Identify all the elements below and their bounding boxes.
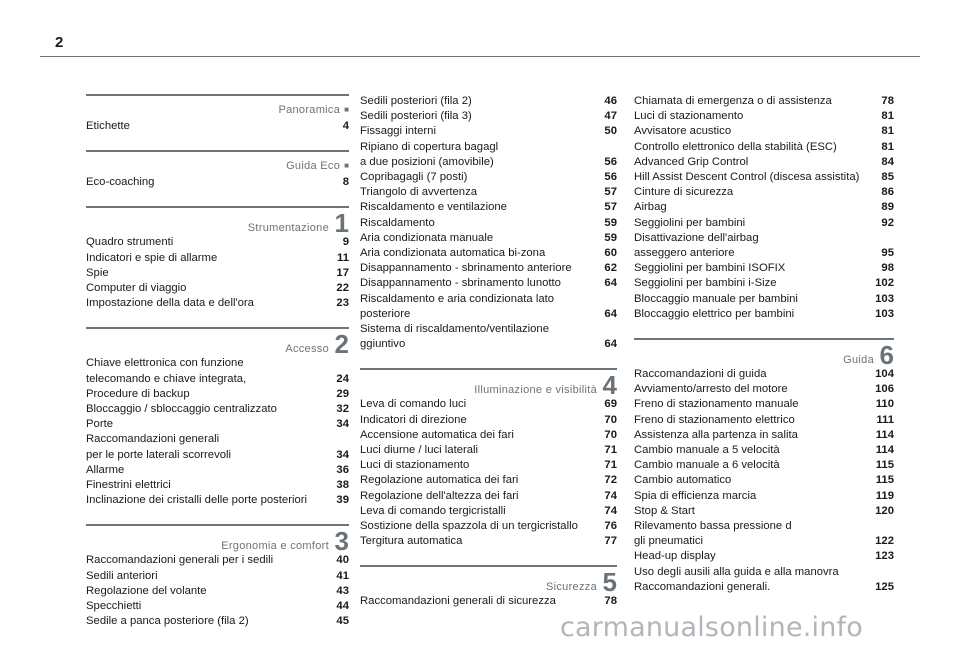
toc-section bbox=[360, 94, 617, 352]
toc-entry[interactable] bbox=[360, 124, 617, 139]
entry-title: Disappannamento - sbrinamento anteriore bbox=[360, 262, 572, 275]
entry-title: Sedili posteriori (fila 2) bbox=[360, 95, 472, 107]
entry-title: Bloccaggio manuale per bambini bbox=[634, 292, 798, 305]
entry-page-number: 29 bbox=[336, 387, 349, 400]
entry-page-number: 69 bbox=[604, 398, 617, 411]
entry-title: Ripiano di copertura bagagl a due posizioni (amovibile) bbox=[360, 140, 499, 168]
entry-title: Hill Assist Descent Control (discesa assistita) bbox=[634, 171, 860, 184]
entry-page-number: 114 bbox=[875, 428, 894, 441]
entry-title: Seggiolini per bambini bbox=[634, 216, 746, 229]
entry-page-number: 98 bbox=[881, 262, 894, 275]
entry-page-number: 106 bbox=[875, 383, 894, 396]
entry-title: Rilevamento bassa pressione d gli pneumatici bbox=[634, 520, 792, 548]
entry-title: Riscaldamento e aria condizionata lato posteriore bbox=[360, 292, 555, 320]
toc-section-guida bbox=[634, 338, 894, 595]
toc-entry[interactable] bbox=[634, 549, 894, 564]
toc-entry[interactable] bbox=[634, 170, 894, 185]
toc-entry[interactable] bbox=[634, 489, 894, 504]
entry-page-number: 76 bbox=[604, 520, 617, 533]
entry-title: Accensione automatica dei fari bbox=[360, 428, 514, 441]
toc-entry[interactable] bbox=[86, 614, 349, 629]
entry-page-number: 44 bbox=[336, 600, 349, 613]
entry-title: Riscaldamento e ventilazione bbox=[360, 201, 507, 214]
entry-title: Leva di comando tergicristalli bbox=[360, 504, 506, 517]
section-number: 3 bbox=[334, 526, 349, 557]
entry-title: Spie bbox=[86, 266, 109, 279]
section-title: Accesso bbox=[285, 343, 329, 356]
entry-title: Indicatori di direzione bbox=[360, 413, 467, 426]
section-title: Illuminazione e visibilità bbox=[474, 384, 597, 397]
entry-page-number: 86 bbox=[881, 186, 894, 199]
toc-entry[interactable] bbox=[634, 443, 894, 458]
entry-title: Riscaldamento bbox=[360, 216, 435, 229]
entry-page-number: 119 bbox=[875, 489, 894, 502]
entry-title: Luci diurne / luci laterali bbox=[360, 444, 479, 457]
toc-entry[interactable] bbox=[360, 109, 617, 124]
entry-title: Triangolo di avvertenza bbox=[360, 186, 478, 199]
entry-page-number: 11 bbox=[337, 251, 349, 264]
toc-section-accesso bbox=[86, 327, 349, 508]
toc-entry[interactable] bbox=[86, 251, 349, 266]
entry-title: Avviamento/arresto del motore bbox=[634, 383, 788, 396]
entry-title: Luci di stazionamento bbox=[360, 459, 470, 472]
entry-page-number: 103 bbox=[875, 292, 894, 305]
toc-entry[interactable] bbox=[86, 296, 349, 311]
toc-entry[interactable] bbox=[634, 397, 894, 412]
entry-title: Cambio automatico bbox=[634, 474, 732, 487]
section-header bbox=[360, 565, 617, 598]
entry-page-number: 115 bbox=[875, 474, 894, 487]
entry-title: Chiamata di emergenza o di assistenza bbox=[634, 95, 832, 107]
entry-page-number: 81 bbox=[881, 140, 894, 153]
entry-page-number: 56 bbox=[604, 155, 617, 168]
toc-column-2 bbox=[360, 94, 617, 610]
toc-entry[interactable] bbox=[360, 534, 617, 549]
entry-title: Seggiolini per bambini ISOFIX bbox=[634, 262, 786, 275]
toc-entry[interactable] bbox=[360, 246, 617, 261]
entry-title: Uso degli ausili alla guida e alla manovra Raccomandazioni generali. bbox=[634, 565, 839, 593]
entry-page-number: 84 bbox=[881, 155, 894, 168]
entry-title: Allarme bbox=[86, 463, 125, 476]
entry-page-number: 110 bbox=[875, 398, 894, 411]
section-number: 4 bbox=[602, 370, 617, 401]
toc-entry[interactable] bbox=[634, 504, 894, 519]
toc-entry[interactable] bbox=[634, 276, 894, 291]
entry-title: Avvisatore acustico bbox=[634, 125, 732, 138]
toc-entry[interactable] bbox=[634, 200, 894, 215]
entry-page-number: 103 bbox=[875, 307, 894, 320]
toc-entry[interactable] bbox=[86, 235, 349, 250]
entry-page-number: 72 bbox=[604, 474, 617, 487]
entry-page-number: 114 bbox=[875, 444, 894, 457]
entry-title: Freno di stazionamento elettrico bbox=[634, 413, 795, 426]
entry-title: Bloccaggio / sbloccaggio centralizzato bbox=[86, 403, 277, 416]
entry-page-number: 43 bbox=[336, 584, 349, 597]
entry-page-number: 92 bbox=[881, 216, 894, 229]
section-number: 1 bbox=[334, 208, 349, 239]
toc-entry[interactable] bbox=[360, 322, 617, 352]
entry-page-number: 38 bbox=[336, 479, 349, 492]
section-header bbox=[86, 150, 349, 174]
toc-entry[interactable] bbox=[86, 417, 349, 432]
entry-title: Spia di efficienza marcia bbox=[634, 489, 757, 502]
entry-title: Cambio manuale a 6 velocità bbox=[634, 459, 780, 472]
toc-entry[interactable] bbox=[634, 124, 894, 139]
toc-section-ergonomia-e-comfort bbox=[86, 524, 349, 629]
entry-page-number: 95 bbox=[881, 247, 894, 260]
entry-page-number: 47 bbox=[604, 110, 617, 123]
entry-title: Porte bbox=[86, 418, 114, 431]
entry-page-number: 34 bbox=[336, 448, 349, 461]
entry-page-number: 32 bbox=[336, 403, 349, 416]
toc-entry[interactable] bbox=[86, 402, 349, 417]
section-title: Ergonomia e comfort bbox=[221, 540, 329, 553]
entry-title: Seggiolini per bambini i-Size bbox=[634, 277, 777, 290]
entry-page-number: 9 bbox=[342, 236, 349, 249]
toc-entry[interactable] bbox=[86, 599, 349, 614]
toc-entry[interactable] bbox=[86, 463, 349, 478]
toc-entry[interactable] bbox=[634, 307, 894, 322]
entry-title: Disattivazione dell'airbag asseggero anteriore bbox=[634, 231, 759, 260]
toc-entry[interactable] bbox=[86, 119, 349, 134]
entry-page-number: 64 bbox=[604, 277, 617, 290]
toc-entry[interactable] bbox=[86, 387, 349, 402]
toc-entry[interactable] bbox=[360, 94, 617, 109]
entry-title: Impostazione della data e dell'ora bbox=[86, 297, 254, 310]
entry-title: Sistema di riscaldamento/ventilazione ggiuntivo bbox=[360, 323, 550, 351]
entry-page-number: 77 bbox=[604, 535, 617, 548]
entry-page-number: 45 bbox=[336, 615, 349, 628]
entry-title: Regolazione automatica dei fari bbox=[360, 474, 519, 487]
toc-entry[interactable] bbox=[86, 493, 349, 508]
toc-entry[interactable] bbox=[360, 170, 617, 185]
toc-entry[interactable] bbox=[634, 155, 894, 170]
entry-title: Regolazione del volante bbox=[86, 584, 207, 597]
toc-section bbox=[634, 94, 894, 322]
section-number: 5 bbox=[602, 567, 617, 598]
toc-section-illuminazione-e-visibilita bbox=[360, 368, 617, 549]
toc-entry[interactable] bbox=[360, 428, 617, 443]
entry-title: Cambio manuale a 5 velocità bbox=[634, 444, 780, 457]
entry-page-number: 57 bbox=[604, 186, 617, 199]
entry-page-number: 40 bbox=[336, 554, 349, 567]
toc-entry[interactable] bbox=[634, 367, 894, 382]
toc-entry[interactable] bbox=[360, 504, 617, 519]
entry-page-number: 74 bbox=[604, 489, 617, 502]
entry-page-number: 78 bbox=[604, 595, 617, 608]
entry-title: Eco-coaching bbox=[86, 176, 155, 189]
toc-entry[interactable] bbox=[634, 261, 894, 276]
entry-title: Raccomandazioni generali per le porte laterali scorrevoli bbox=[86, 433, 232, 461]
page-number: 2 bbox=[55, 34, 64, 51]
entry-title: Sedile a panca posteriore (fila 2) bbox=[86, 615, 249, 628]
entry-page-number: 125 bbox=[875, 580, 894, 593]
entry-page-number: 57 bbox=[604, 201, 617, 214]
toc-section-sicurezza bbox=[360, 565, 617, 609]
entry-page-number: 74 bbox=[604, 504, 617, 517]
toc-entry[interactable] bbox=[360, 397, 617, 412]
entry-title: Chiave elettronica con funzione telecomando e chiave integrata, bbox=[86, 357, 247, 385]
entry-page-number: 59 bbox=[604, 216, 617, 229]
toc-entry[interactable] bbox=[634, 216, 894, 231]
entry-title: Aria condizionata automatica bi-zona bbox=[360, 247, 546, 260]
entry-title: Luci di stazionamento bbox=[634, 110, 744, 123]
entry-title: Assistenza alla partenza in salita bbox=[634, 428, 798, 441]
entry-title: Airbag bbox=[634, 201, 667, 214]
section-title: Strumentazione bbox=[247, 222, 329, 235]
section-header bbox=[634, 338, 894, 371]
header-rule bbox=[40, 56, 920, 57]
toc-entry[interactable] bbox=[86, 356, 349, 386]
entry-title: Controllo elettronico della stabilità (ESC) bbox=[634, 140, 837, 153]
entry-title: Tergitura automatica bbox=[360, 535, 463, 548]
entry-title: Inclinazione dei cristalli delle porte posteriori bbox=[86, 494, 308, 507]
entry-page-number: 17 bbox=[336, 266, 349, 279]
entry-title: Freno di stazionamento manuale bbox=[634, 398, 799, 411]
entry-page-number: 104 bbox=[875, 368, 894, 381]
toc-entry[interactable] bbox=[634, 231, 894, 261]
toc-entry[interactable] bbox=[634, 140, 894, 155]
entry-page-number: 85 bbox=[881, 171, 894, 184]
entry-title: Computer di viaggio bbox=[86, 282, 187, 295]
section-header bbox=[86, 94, 349, 118]
toc-entry[interactable] bbox=[634, 565, 894, 595]
entry-page-number: 120 bbox=[875, 504, 894, 517]
entry-page-number: 56 bbox=[604, 171, 617, 184]
entry-page-number: 122 bbox=[875, 535, 894, 548]
entry-page-number: 89 bbox=[881, 201, 894, 214]
entry-title: Head-up display bbox=[634, 550, 716, 563]
toc-entry[interactable] bbox=[634, 458, 894, 473]
toc-entry[interactable] bbox=[86, 175, 349, 190]
entry-title: Indicatori e spie di allarme bbox=[86, 251, 218, 264]
section-square-icon: ■ bbox=[344, 105, 349, 114]
section-number: 2 bbox=[334, 329, 349, 360]
entry-page-number: 62 bbox=[604, 262, 617, 275]
toc-entry[interactable] bbox=[634, 185, 894, 200]
entry-title: Specchietti bbox=[86, 600, 142, 613]
entry-title: Advanced Grip Control bbox=[634, 155, 749, 168]
entry-page-number: 22 bbox=[336, 282, 349, 295]
toc-entry[interactable] bbox=[634, 519, 894, 549]
entry-page-number: 123 bbox=[875, 550, 894, 563]
entry-title: Procedure di backup bbox=[86, 387, 190, 400]
entry-page-number: 115 bbox=[875, 459, 894, 472]
entry-page-number: 64 bbox=[604, 307, 617, 320]
toc-entry[interactable] bbox=[360, 261, 617, 276]
toc-column-3 bbox=[634, 94, 894, 595]
entry-page-number: 23 bbox=[336, 297, 349, 310]
toc-entry[interactable] bbox=[634, 382, 894, 397]
entry-page-number: 41 bbox=[336, 569, 349, 582]
toc-column-1 bbox=[86, 94, 349, 629]
section-title: Panoramica bbox=[278, 104, 341, 116]
entry-page-number: 64 bbox=[604, 338, 617, 351]
entry-title: Copribagagli (7 posti) bbox=[360, 171, 468, 184]
toc-entry[interactable] bbox=[86, 584, 349, 599]
entry-page-number: 71 bbox=[604, 444, 617, 457]
toc-section-strumentazione bbox=[86, 206, 349, 311]
entry-page-number: 60 bbox=[604, 247, 617, 260]
entry-title: Sedili anteriori bbox=[86, 569, 158, 582]
toc-section-panoramica bbox=[86, 94, 349, 134]
entry-page-number: 4 bbox=[342, 120, 349, 132]
entry-page-number: 81 bbox=[881, 110, 894, 123]
toc-entry[interactable] bbox=[86, 569, 349, 584]
entry-title: Disappannamento - sbrinamento lunotto bbox=[360, 277, 561, 290]
entry-title: Quadro strumenti bbox=[86, 236, 174, 249]
entry-title: Raccomandazioni generali per i sedili bbox=[86, 554, 274, 567]
entry-page-number: 71 bbox=[604, 459, 617, 472]
section-number: 6 bbox=[879, 340, 894, 371]
toc-entry[interactable] bbox=[634, 428, 894, 443]
entry-title: Sostizione della spazzola di un tergicristallo bbox=[360, 520, 578, 533]
toc-entry[interactable] bbox=[360, 216, 617, 231]
entry-title: Stop & Start bbox=[634, 504, 695, 517]
toc-entry[interactable] bbox=[634, 94, 894, 109]
entry-title: Bloccaggio elettrico per bambini bbox=[634, 307, 795, 320]
entry-title: Finestrini elettrici bbox=[86, 479, 171, 492]
section-header bbox=[86, 524, 349, 557]
entry-page-number: 24 bbox=[336, 372, 349, 385]
entry-page-number: 59 bbox=[604, 231, 617, 244]
toc-entry[interactable] bbox=[360, 443, 617, 458]
entry-page-number: 78 bbox=[881, 95, 894, 107]
entry-title: Raccomandazioni generali di sicurezza bbox=[360, 595, 556, 608]
entry-title: Leva di comando luci bbox=[360, 398, 467, 411]
entry-page-number: 70 bbox=[604, 428, 617, 441]
entry-page-number: 36 bbox=[336, 463, 349, 476]
toc-entry[interactable] bbox=[360, 594, 617, 609]
entry-page-number: 46 bbox=[604, 95, 617, 107]
toc-entry[interactable] bbox=[360, 140, 617, 170]
toc-entry[interactable] bbox=[360, 200, 617, 215]
toc-entry[interactable] bbox=[86, 281, 349, 296]
entry-page-number: 39 bbox=[336, 494, 349, 507]
entry-title: Raccomandazioni di guida bbox=[634, 368, 767, 381]
section-header bbox=[86, 206, 349, 239]
section-title: Guida bbox=[843, 354, 874, 367]
toc-entry[interactable] bbox=[360, 231, 617, 246]
entry-page-number: 8 bbox=[342, 176, 349, 189]
toc-entry[interactable] bbox=[634, 473, 894, 488]
section-header bbox=[86, 327, 349, 360]
entry-title: Regolazione dell'altezza dei fari bbox=[360, 489, 519, 502]
entry-title: Etichette bbox=[86, 120, 130, 132]
entry-title: Sedili posteriori (fila 3) bbox=[360, 110, 472, 123]
toc-entry[interactable] bbox=[86, 478, 349, 493]
watermark: carmanualsonline.info bbox=[560, 612, 863, 643]
section-title: Guida Eco bbox=[286, 160, 341, 173]
section-header bbox=[360, 368, 617, 401]
entry-page-number: 34 bbox=[336, 418, 349, 431]
entry-page-number: 81 bbox=[881, 125, 894, 138]
toc-entry[interactable] bbox=[360, 276, 617, 291]
toc-entry[interactable] bbox=[360, 473, 617, 488]
toc-section-guida-eco bbox=[86, 150, 349, 190]
toc-entry[interactable] bbox=[634, 292, 894, 307]
section-title: Sicurezza bbox=[546, 581, 597, 594]
toc-entry[interactable] bbox=[360, 292, 617, 322]
entry-page-number: 70 bbox=[604, 413, 617, 426]
toc-entry[interactable] bbox=[634, 413, 894, 428]
toc-entry[interactable] bbox=[86, 553, 349, 568]
entry-page-number: 102 bbox=[875, 277, 894, 290]
toc-entry[interactable] bbox=[360, 519, 617, 534]
toc-entry[interactable] bbox=[634, 109, 894, 124]
entry-page-number: 111 bbox=[876, 413, 894, 426]
entry-title: Cinture di sicurezza bbox=[634, 186, 734, 199]
toc-entry[interactable] bbox=[360, 458, 617, 473]
entry-page-number: 50 bbox=[604, 125, 617, 138]
toc-entry[interactable] bbox=[86, 432, 349, 462]
toc-entry[interactable] bbox=[86, 266, 349, 281]
entry-title: Aria condizionata manuale bbox=[360, 231, 494, 244]
toc-entry[interactable] bbox=[360, 185, 617, 200]
section-square-icon: ■ bbox=[344, 161, 349, 171]
toc-entry[interactable] bbox=[360, 413, 617, 428]
toc-entry[interactable] bbox=[360, 489, 617, 504]
entry-title: Fissaggi interni bbox=[360, 125, 436, 138]
